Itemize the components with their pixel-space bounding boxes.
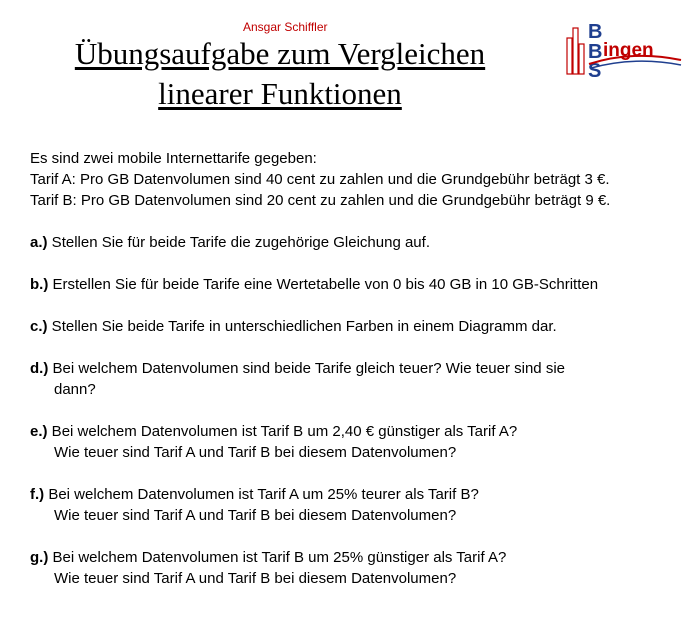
intro-text <box>30 148 690 211</box>
task-c <box>30 316 690 337</box>
task-label: g.) <box>30 549 49 566</box>
bbs-bingen-logo <box>563 20 683 78</box>
logo-letter-2: B <box>588 41 603 63</box>
task-text: Bei welchem Datenvolumen sind beide Tarife gleich teuer? Wie teuer sind sie <box>48 360 565 377</box>
task-label: c.) <box>30 318 48 335</box>
task-label: f.) <box>30 486 45 503</box>
task-text: Bei welchem Datenvolumen ist Tarif B um 25% günstiger als Tarif A? <box>48 549 507 566</box>
intro-line: Tarif A: Pro GB Datenvolumen sind 40 cent zu zahlen und die Grundgebühr beträgt 3 €. <box>30 171 610 188</box>
logo-letter-1: B <box>588 21 603 43</box>
task-text-continued: Wie teuer sind Tarif A und Tarif B bei diesem Datenvolumen? <box>54 507 457 524</box>
task-text: Stellen Sie für beide Tarife die zugehörige Gleichung auf. <box>47 234 430 251</box>
task-text-continued: Wie teuer sind Tarif A und Tarif B bei diesem Datenvolumen? <box>54 570 457 587</box>
logo-bar <box>579 44 584 74</box>
title-line-1: Übungsaufgabe zum Vergleichen <box>74 36 486 71</box>
task-f <box>30 484 690 526</box>
task-a <box>30 232 690 253</box>
logo-bar <box>567 38 572 74</box>
intro-line: Es sind zwei mobile Internettarife gegeben: <box>30 150 317 167</box>
task-label: a.) <box>30 234 48 251</box>
intro-line: Tarif B: Pro GB Datenvolumen sind 20 cent zu zahlen und die Grundgebühr beträgt 9 €. <box>30 192 611 209</box>
task-text: Stellen Sie beide Tarife in unterschiedlichen Farben in einem Diagramm dar. <box>47 318 557 335</box>
author-name: Ansgar Schiffler <box>243 20 328 34</box>
task-g <box>30 547 690 589</box>
logo-bar <box>573 28 578 74</box>
task-label: e.) <box>30 423 48 440</box>
task-text-continued: Wie teuer sind Tarif A und Tarif B bei diesem Datenvolumen? <box>54 444 457 461</box>
exercise-body <box>30 148 690 589</box>
task-b <box>30 274 690 295</box>
logo-swoosh <box>591 61 681 68</box>
logo-letter-3: S <box>588 60 602 78</box>
task-label: d.) <box>30 360 49 377</box>
task-text: Bei welchem Datenvolumen ist Tarif B um 2,40 € günstiger als Tarif A? <box>47 423 518 440</box>
task-d <box>30 358 690 400</box>
task-label: b.) <box>30 276 49 293</box>
task-text: Bei welchem Datenvolumen ist Tarif A um 25% teurer als Tarif B? <box>44 486 479 503</box>
task-text-continued: dann? <box>54 381 96 398</box>
page-title <box>20 34 540 114</box>
task-e <box>30 421 690 463</box>
logo-word: ingen <box>603 40 654 61</box>
title-line-2: linearer Funktionen <box>158 76 402 111</box>
task-text: Erstellen Sie für beide Tarife eine Wertetabelle von 0 bis 40 GB in 10 GB-Schritten <box>48 276 599 293</box>
